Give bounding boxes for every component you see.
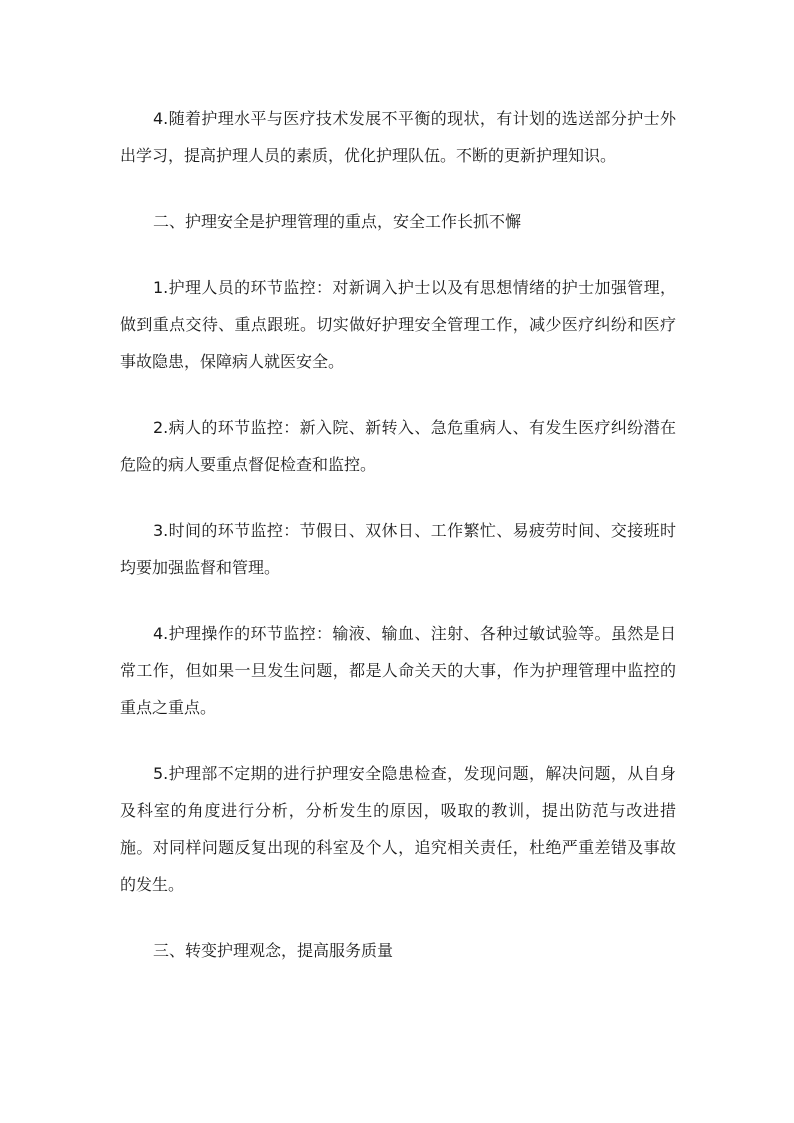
paragraph-item-1-staff-monitoring: 1.护理人员的环节监控：对新调入护士以及有思想情绪的护士加强管理，做到重点交待、重点跟班。切实做好护理安全管理工作，减少医疗纠纷和医疗事故隐患，保障病人就医安全。 <box>120 278 676 371</box>
paragraph-item-4-operation-monitoring: 4.护理操作的环节监控：输液、输血、注射、各种过敏试验等。虽然是日常工作，但如果一旦发生问题，都是人命关天的大事，作为护理管理中监控的重点之重点。 <box>120 624 676 717</box>
section-heading-2-safety: 二、护理安全是护理管理的重点，安全工作长抓不懈 <box>153 212 522 231</box>
paragraph-item-5-safety-inspection: 5.护理部不定期的进行护理安全隐患检查，发现问题，解决问题，从自身及科室的角度进行分析，分析发生的原因，吸取的教训，提出防范与改进措施。对同样问题反复出现的科室及个人，追究相关责任，杜绝严重差错及事故的发生。 <box>120 764 676 894</box>
paragraph-item-2-patient-monitoring: 2.病人的环节监控：新入院、新转入、急危重病人、有发生医疗纠纷潜在危险的病人要重点督促检查和监控。 <box>120 418 676 474</box>
paragraph-item-4-training: 4.随着护理水平与医疗技术发展不平衡的现状，有计划的选送部分护士外出学习，提高护理人员的素质，优化护理队伍。不断的更新护理知识。 <box>120 109 676 165</box>
paragraph-item-3-time-monitoring: 3.时间的环节监控：节假日、双休日、工作繁忙、易疲劳时间、交接班时均要加强监督和管理。 <box>120 521 676 577</box>
section-heading-3-service: 三、转变护理观念，提高服务质量 <box>153 941 394 960</box>
document-body <box>120 100 676 998</box>
